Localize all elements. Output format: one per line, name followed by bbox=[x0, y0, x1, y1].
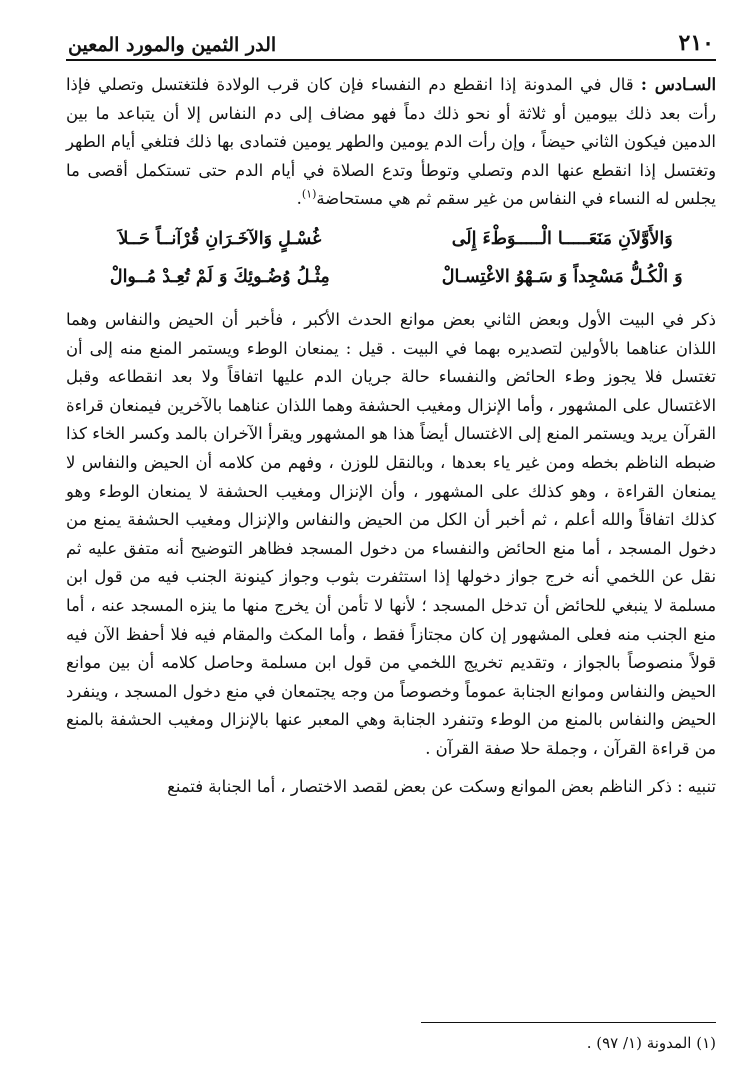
verse-first-hemistich: وَالأَوَّلاَنِ مَنَعَـــــا الْـــــوَطْءَ إِلَى bbox=[451, 228, 673, 249]
verse-line bbox=[74, 220, 708, 258]
verse-first-hemistich: وَ الْكُـلُّ مَسْجِداً وَ سَـهْوُ الاغْتِسـالْ bbox=[441, 266, 683, 287]
document-page bbox=[66, 22, 717, 1052]
page-number: ٢١٠ bbox=[678, 30, 714, 56]
verse-second-hemistich: مِثْـلُ وُضُـوئِكَ وَ لَمْ تُعِـدْ مُــوالْ bbox=[109, 266, 330, 287]
running-title: الدر الثمين والمورد المعين bbox=[68, 34, 277, 56]
verse-block bbox=[74, 220, 708, 296]
running-header bbox=[66, 22, 716, 61]
verse-line bbox=[74, 258, 708, 296]
footnote: (١) المدونة (١/ ٩٧) . bbox=[586, 1034, 716, 1052]
paragraph-sixth bbox=[66, 71, 716, 214]
paragraph-end: . bbox=[296, 189, 302, 209]
verse-second-hemistich: غُسْـلٍ وَالآخَـرَانِ قُرْآنــاً حَــلاَ bbox=[118, 228, 322, 249]
paragraph-lead: السـادس : bbox=[640, 75, 717, 94]
paragraph-text: قال في المدونة إذا انقطع دم النفساء فإن كان قرب الولادة فلتغتسل وتصلي فإذا رأت بعد ذلك بيومين أو ثلاثة أو نحو ذلك دماً فهو مضاف إلى دم النفاس إلا أن يتباعد ما بين الدمين فيكون الثاني حيضاً ، وإن رأت الدم يومين والطهر يومين فتمادى بها ذلك فتلغي أيام الطهر وتغتسل إذا انقطع عنها الدم وتصلي وتوطأ وتدع الصلاة في أيام الدم حتى تستكمل أقصى ما يجلس له النساء في النفاس من غير سقم ثم هي مستحاضة bbox=[66, 75, 716, 209]
footnote-mark: (١) bbox=[301, 187, 317, 201]
footnote-divider bbox=[421, 1022, 716, 1023]
body-text bbox=[66, 71, 716, 802]
paragraph-commentary: ذكر في البيت الأول وبعض الثاني بعض موانع الحدث الأكبر ، فأخبر أن الحيض والنفاس وهما اللذان عناهما بالأولين لتصديره بهما في البيت . قيل : يمنعان الوطء ويستمر المنع منه إلى أن تغتسل فلا يجوز وطء الحائض والنفساء حالة جريان الدم عليها اتفاقاً ولا بعد انقطاعه وقبل الاغتسال على المشهور ، وأما الإنزال ومغيب الحشفة وهما اللذان عناهما بالآخرين فيمنعان قراءة القرآن يريد ويستمر المنع إلى الاغتسال أيضاً هذا هو المشهور ويقرأ الآخران بالمد وكسر الخاء كذا ضبطه الناظم بخطه ومن غير ياء بعدها ، وبالنقل للوزن ، وفهم من كلامه أن الحيض والنفاس لا يمنعان القراءة ، وهو كذلك على المشهور ، وأن الإنزال ومغيب الحشفة لا يمنعان الوطء وهو كذلك اتفاقاً والله أعلم ، ثم أخبر أن الكل من الحيض والنفاس والإنزال ومغيب الحشفة يمنع من دخول المسجد ، أما منع الحائض والنفساء من دخول المسجد فظاهر التوضيح أنه متفق عليه ثم نقل عن اللخمي أنه خرج جواز دخولها إذا استثفرت بثوب وجواز كينونة الجنب فيه من قول ابن مسلمة لا ينبغي للحائض أن تدخل المسجد ؛ لأنها لا تأمن أن يخرج منها ما ينزه المسجد عنه ، أما منع الجنب منه فعلى المشهور إن كان مجتازاً فقط ، وأما المكث والمقام فيه فلا أحفظ الآن فيه قولاً منصوصاً بالجواز ، وتقديم تخريج اللخمي من قول ابن مسلمة وحاصل كلامه أن بين موانع الحيض والنفاس وموانع الجنابة عموماً وخصوصاً من وجه يجتمعان في منع دخول المسجد ، وينفرد الحيض والنفاس بالمنع من الوطء وتنفرد الجنابة وهي المعبر عنها بالإنزال ومغيب الحشفة بالمنع من قراءة القرآن ، وجملة حلا صفة القرآن . bbox=[66, 309, 717, 758]
paragraph-notice: تنبيه : ذكر الناظم بعض الموانع وسكت عن بعض لقصد الاختصار ، أما الجنابة فتمنع bbox=[167, 777, 716, 797]
